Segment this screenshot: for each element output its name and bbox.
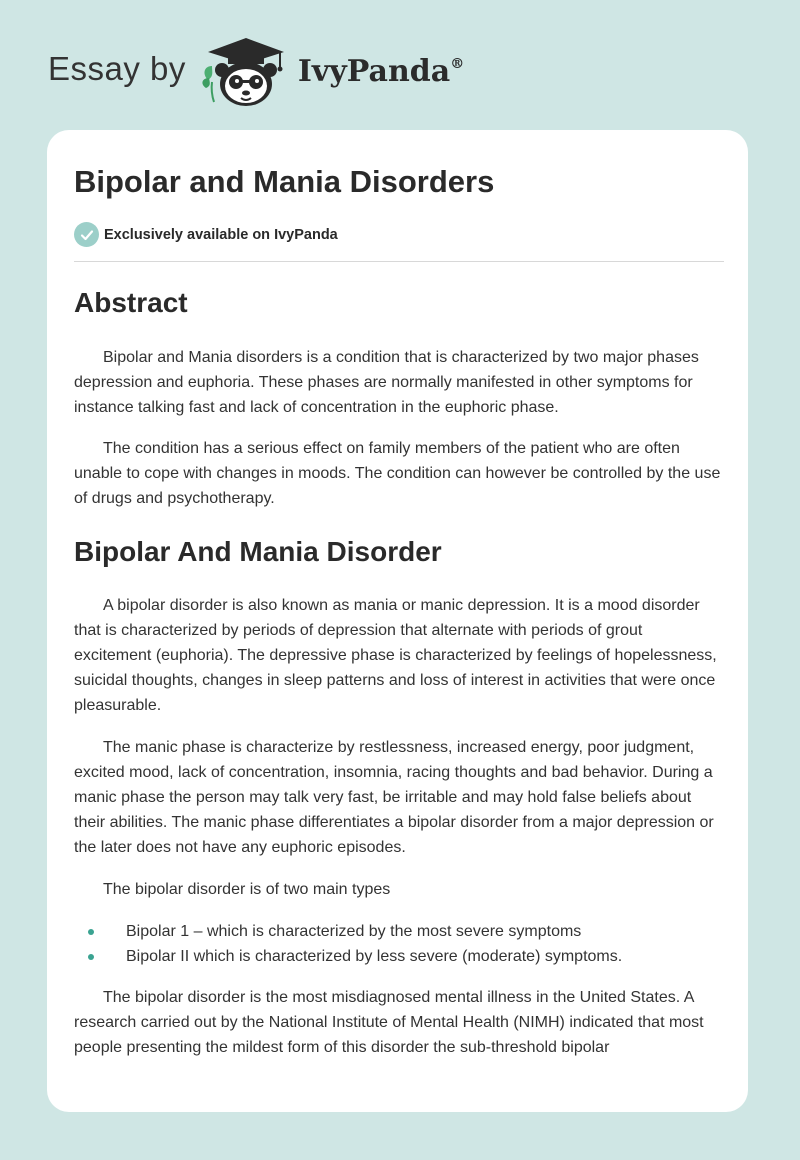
panda-logo-icon bbox=[200, 36, 292, 108]
paragraph: The bipolar disorder is the most misdiagnosed mental illness in the United States. A research carried out by the National Institute of Mental Health (NIMH) indicated that most people presenting the mildest form of this disorder the sub-threshold bipolar bbox=[74, 989, 704, 1056]
paragraph: The bipolar disorder is of two main types bbox=[103, 881, 391, 898]
paragraph: Bipolar and Mania disorders is a condition that is characterized by two major phases depression and euphoria. These phases are normally manifested in other symptoms for instance talking fast and lack of concentration in the euphoric phase. bbox=[74, 349, 699, 416]
paragraph: A bipolar disorder is also known as mania or manic depression. It is a mood disorder that is characterized by periods of depression that alternate with periods of grout excitement (euphoria). The depressive phase is characterized by feelings of hopelessness, suicidal thoughts, changes in sleep patterns and loss of interest in activities that were once pleasurable. bbox=[74, 597, 717, 714]
brand-name bbox=[298, 54, 464, 89]
list-item bbox=[74, 944, 724, 969]
brand-label: IvyPanda bbox=[297, 53, 451, 89]
section-heading-bipolar: Bipolar And Mania Disorder bbox=[74, 536, 442, 567]
title-divider bbox=[74, 261, 724, 262]
bipolar-types-list bbox=[74, 919, 724, 969]
site-header bbox=[48, 36, 464, 108]
list-item bbox=[74, 919, 724, 944]
bullet-icon bbox=[88, 954, 94, 960]
page-title: Bipolar and Mania Disorders bbox=[74, 164, 495, 199]
list-item-text: Bipolar 1 – which is characterized by the most severe symptoms bbox=[126, 923, 582, 940]
exclusive-badge bbox=[74, 222, 338, 247]
article-body bbox=[74, 278, 724, 1060]
paragraph: The condition has a serious effect on family members of the patient who are often unable to cope with changes in moods. The condition can however be controlled by the use of drugs and psychotherapy. bbox=[74, 440, 721, 507]
bullet-icon bbox=[88, 929, 94, 935]
paragraph: The manic phase is characterize by restlessness, increased energy, poor judgment, excited mood, lack of concentration, insomnia, racing thoughts and bad behavior. During a manic phase the person may talk very fast, be irritable and may hold false beliefs about their abilities. The manic phase differentiates a bipolar disorder from a major depression or the later does not have any euphoric episodes. bbox=[74, 739, 714, 856]
check-icon bbox=[74, 222, 99, 247]
essay-card bbox=[47, 130, 748, 1112]
registered-mark: ® bbox=[450, 55, 465, 72]
exclusive-badge-label: Exclusively available on IvyPanda bbox=[104, 226, 338, 243]
essay-by-label: Essay by bbox=[48, 50, 186, 87]
section-heading-abstract: Abstract bbox=[74, 287, 188, 318]
list-item-text: Bipolar II which is characterized by less severe (moderate) symptoms. bbox=[126, 948, 623, 965]
